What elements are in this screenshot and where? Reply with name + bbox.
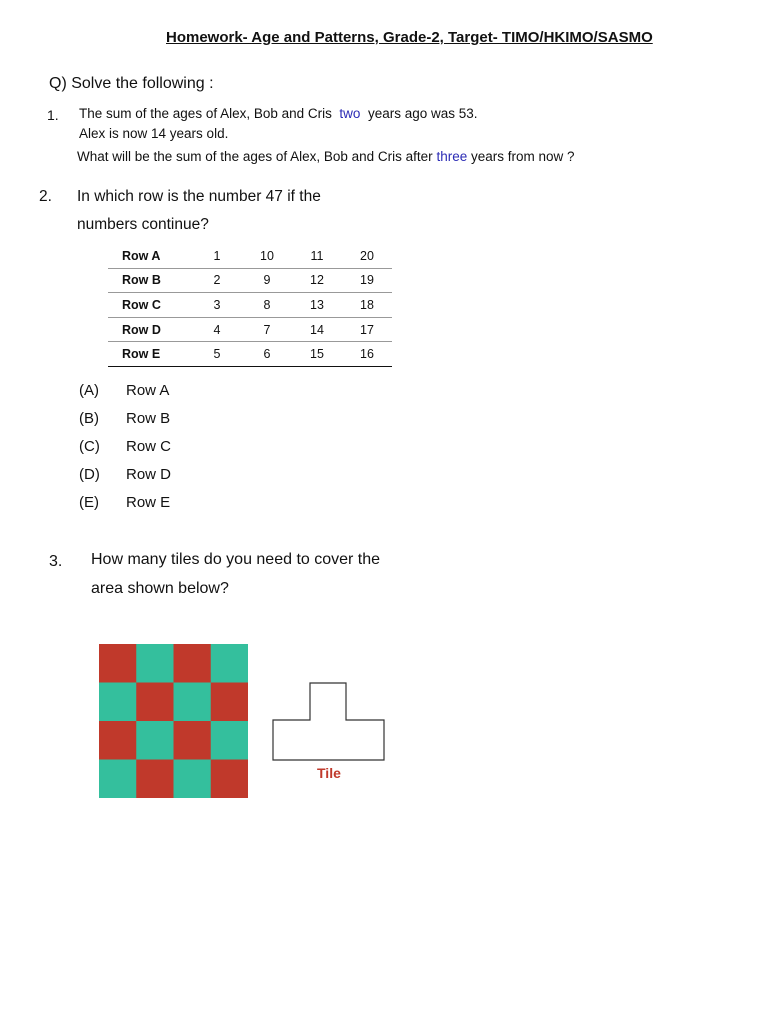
table-row xyxy=(108,342,392,367)
grid-square xyxy=(99,760,137,799)
q1-line1 xyxy=(79,106,478,121)
option-letter-b: (B) xyxy=(79,410,99,427)
table-cell: 13 xyxy=(292,293,342,318)
t-shaped-tile xyxy=(270,680,390,770)
grid-square xyxy=(211,683,248,722)
q1-highlight-three: three xyxy=(436,149,468,164)
table-cell: 5 xyxy=(192,342,242,367)
grid-square xyxy=(136,721,174,760)
grid-square xyxy=(99,721,137,760)
row-label: Row D xyxy=(108,317,192,342)
grid-square xyxy=(174,760,212,799)
q1-line3-start: What will be the sum of the ages of Alex, Bob and Cris after xyxy=(77,149,433,164)
table-row xyxy=(108,293,392,318)
page-title: Homework- Age and Patterns, Grade-2, Target- TIMO/HKIMO/SASMO xyxy=(166,29,653,46)
table-cell: 19 xyxy=(342,268,392,293)
q2-line1: In which row is the number 47 if the xyxy=(77,188,321,205)
number-pattern-table xyxy=(108,244,392,367)
q1-line2: Alex is now 14 years old. xyxy=(79,126,229,141)
table-cell: 11 xyxy=(292,244,342,268)
tile-outline xyxy=(273,683,384,760)
table-cell: 8 xyxy=(242,293,292,318)
q2-line2: numbers continue? xyxy=(77,216,209,233)
row-label: Row E xyxy=(108,342,192,367)
table-cell: 4 xyxy=(192,317,242,342)
grid-square xyxy=(211,760,248,799)
table-row xyxy=(108,268,392,293)
q1-line1-start: The sum of the ages of Alex, Bob and Cris xyxy=(79,106,332,121)
grid-square xyxy=(211,644,248,683)
grid-square xyxy=(99,644,137,683)
table-cell: 12 xyxy=(292,268,342,293)
option-letter-e: (E) xyxy=(79,494,99,511)
table-cell: 16 xyxy=(342,342,392,367)
q1-line1-end: years ago was 53. xyxy=(367,106,478,121)
table-cell: 14 xyxy=(292,317,342,342)
option-letter-c: (C) xyxy=(79,438,100,455)
q1-line3 xyxy=(77,149,575,164)
table-cell: 2 xyxy=(192,268,242,293)
table-row xyxy=(108,317,392,342)
q3-line1: How many tiles do you need to cover the xyxy=(91,551,381,568)
q1-number: 1. xyxy=(47,107,59,123)
option-text-d: Row D xyxy=(126,466,172,483)
option-text-c: Row C xyxy=(126,438,172,455)
checkerboard-area xyxy=(99,644,248,798)
grid-square xyxy=(174,721,212,760)
option-text-b: Row B xyxy=(126,410,171,427)
q3-line2: area shown below? xyxy=(91,580,229,597)
option-letter-a: (A) xyxy=(79,382,99,399)
instruction-prompt: Q) Solve the following : xyxy=(49,75,214,92)
grid-square xyxy=(211,721,248,760)
row-label: Row B xyxy=(108,268,192,293)
row-label: Row C xyxy=(108,293,192,318)
grid-square xyxy=(136,683,174,722)
table-cell: 15 xyxy=(292,342,342,367)
grid-square xyxy=(174,683,212,722)
option-text-e: Row E xyxy=(126,494,171,511)
grid-square xyxy=(99,683,137,722)
q1-line3-end: years from now ? xyxy=(471,149,575,164)
q3-number: 3. xyxy=(49,553,63,570)
row-label: Row A xyxy=(108,244,192,268)
table-cell: 7 xyxy=(242,317,292,342)
q2-number: 2. xyxy=(39,188,52,205)
table-cell: 18 xyxy=(342,293,392,318)
q1-highlight-two: two xyxy=(339,106,361,121)
option-letter-d: (D) xyxy=(79,466,100,483)
table-cell: 6 xyxy=(242,342,292,367)
table-cell: 20 xyxy=(342,244,392,268)
table-cell: 1 xyxy=(192,244,242,268)
option-text-a: Row A xyxy=(126,382,170,399)
table-cell: 17 xyxy=(342,317,392,342)
tile-label: Tile xyxy=(317,765,341,781)
grid-square xyxy=(174,644,212,683)
table-row xyxy=(108,244,392,268)
table-cell: 10 xyxy=(242,244,292,268)
grid-square xyxy=(136,760,174,799)
table-cell: 3 xyxy=(192,293,242,318)
grid-square xyxy=(136,644,174,683)
table-cell: 9 xyxy=(242,268,292,293)
